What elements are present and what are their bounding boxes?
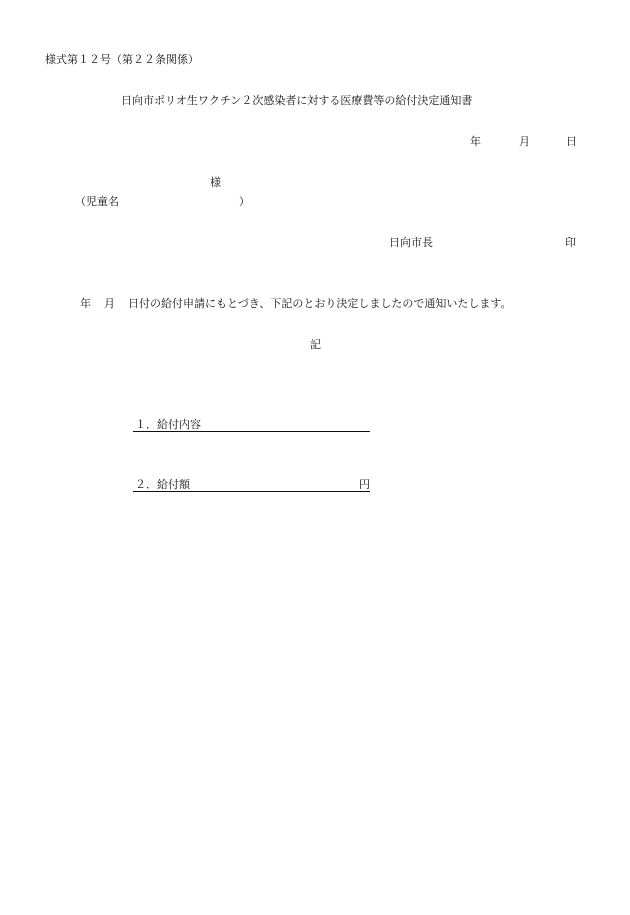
body-year-label: 年 — [80, 297, 91, 310]
item-underline — [133, 491, 370, 492]
issuer-name: 日向市長 — [389, 236, 433, 249]
item-label: 給付内容 — [157, 418, 201, 431]
item-label: 給付額 — [157, 478, 190, 491]
child-name-close: ） — [239, 195, 250, 208]
date-day-label: 日 — [566, 135, 577, 148]
issuer-seal: 印 — [565, 236, 576, 249]
document-title: 日向市ポリオ生ワクチン２次感染者に対する医療費等の給付決定通知書 — [121, 94, 473, 107]
addressee-honorific: 様 — [210, 176, 221, 189]
item-number: １． — [135, 418, 157, 431]
child-name-open: （児童名 — [75, 195, 119, 208]
body-month-label: 月 — [104, 297, 115, 310]
date-year-label: 年 — [470, 135, 481, 148]
date-month-label: 月 — [519, 135, 530, 148]
item-unit: 円 — [359, 478, 370, 491]
notation-heading: 記 — [310, 338, 321, 351]
body-text: 日付の給付申請にもとづき、下記のとおり決定しましたので通知いたします。 — [128, 297, 512, 310]
item-underline — [133, 431, 370, 432]
form-number: 様式第１２号（第２２条関係） — [45, 53, 199, 66]
item-number: ２． — [135, 478, 157, 491]
